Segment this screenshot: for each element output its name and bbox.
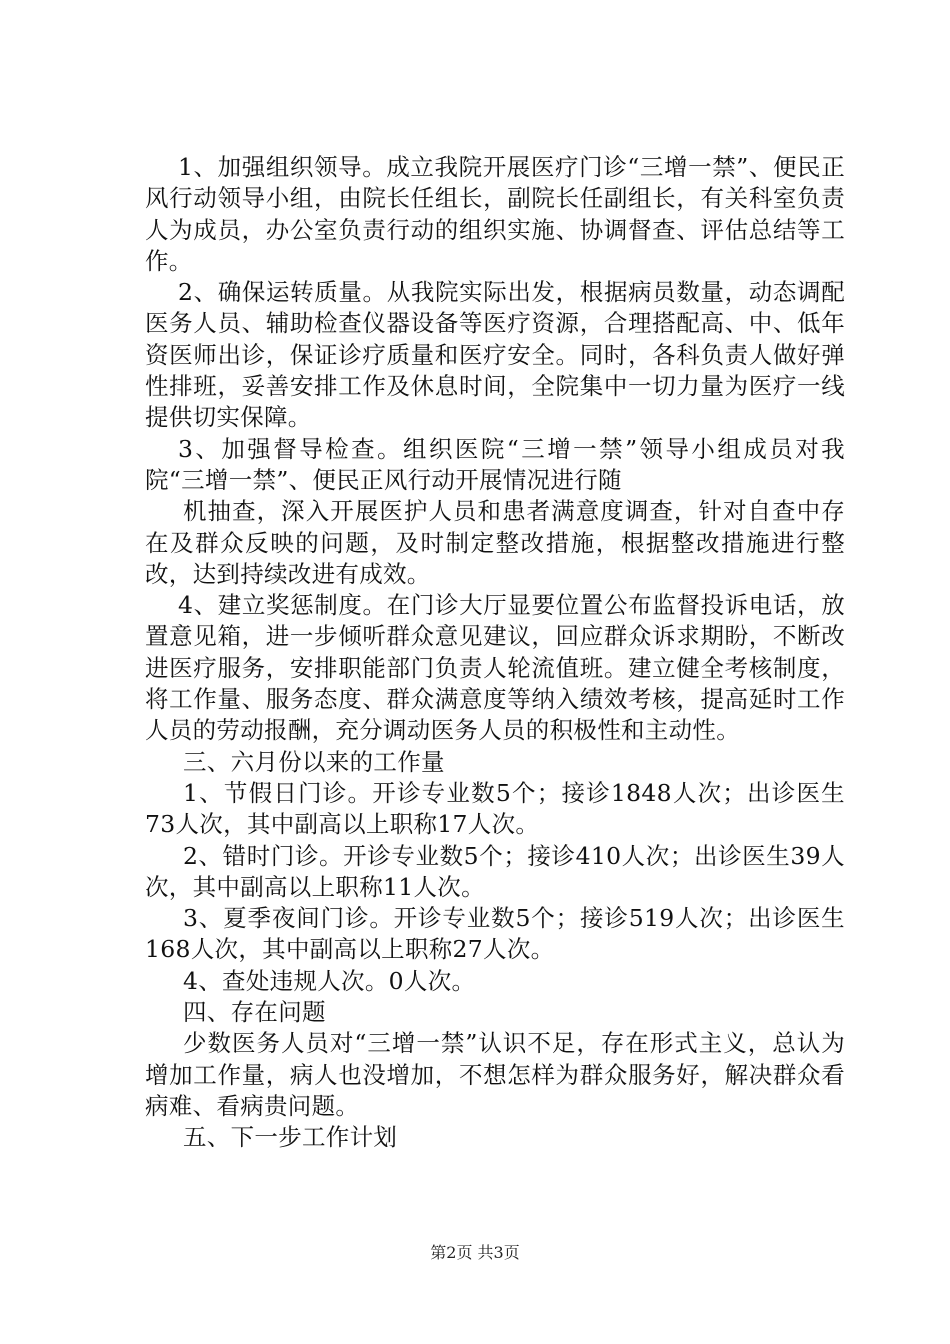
- paragraph-staggered-clinic: 2、错时门诊。开诊专业数5个；接诊410人次；出诊医生39人次，其中副高以上职称11人次。: [145, 841, 845, 901]
- paragraph-summer-night-clinic: 3、夏季夜间门诊。开诊专业数5个；接诊519人次；出诊医生168人次，其中副高以上职称27人次。: [145, 904, 845, 964]
- section-heading-next-plan: 五、下一步工作计划: [183, 1123, 398, 1152]
- paragraph-reward-penalty: 4、建立奖惩制度。在门诊大厅显要位置公布监督投诉电话，放置意见箱，进一步倾听群众意见建议，回应群众诉求期盼，不断改进医疗服务，安排职能部门负责人轮流值班。建立健全考核制度，将工作量、服务态度、群众满意度等纳入绩效考核，提高延时工作人员的劳动报酬，充分调动医务人员的积极性和主动性。: [145, 591, 845, 745]
- page-footer: 第2页 共3页: [430, 1243, 520, 1262]
- paragraph-supervision-continued: 机抽查，深入开展医护人员和患者满意度调查，针对自查中存在及群众反映的问题，及时制定整改措施，根据整改措施进行整改，达到持续改进有成效。: [145, 497, 845, 588]
- section-heading-workload: 三、六月份以来的工作量: [183, 747, 445, 776]
- paragraph-problems: 少数医务人员对“三增一禁”认识不足，存在形式主义，总认为增加工作量，病人也没增加，不想怎样为群众服务好，解决群众看病难、看病贵问题。: [145, 1029, 845, 1120]
- paragraph-supervision-inspection: 3、加强督导检查。组织医院“三增一禁”领导小组成员对我院“三增一禁”、便民正风行动开展情况进行随: [145, 434, 845, 494]
- document-body: [145, 152, 845, 1154]
- paragraph-holiday-clinic: 1、节假日门诊。开诊专业数5个；接诊1848人次；出诊医生73人次，其中副高以上职称17人次。: [145, 778, 845, 839]
- paragraph-violations: 4、查处违规人次。0人次。: [183, 966, 476, 995]
- paragraph-operation-quality: 2、确保运转质量。从我院实际出发，根据病员数量，动态调配医务人员、辅助检查仪器设备等医疗资源，合理搭配高、中、低年资医师出诊，保证诊疗质量和医疗安全。同时，各科负责人做好弹性排班，妥善安排工作及休息时间，全院集中一切力量为医疗一线提供切实保障。: [145, 278, 845, 432]
- paragraph-organization-leadership: 1、加强组织领导。成立我院开展医疗门诊“三增一禁”、便民正风行动领导小组，由院长任组长，副院长任副组长，有关科室负责人为成员，办公室负责行动的组织实施、协调督查、评估总结等工作。: [145, 153, 845, 275]
- section-heading-problems: 四、存在问题: [183, 998, 326, 1027]
